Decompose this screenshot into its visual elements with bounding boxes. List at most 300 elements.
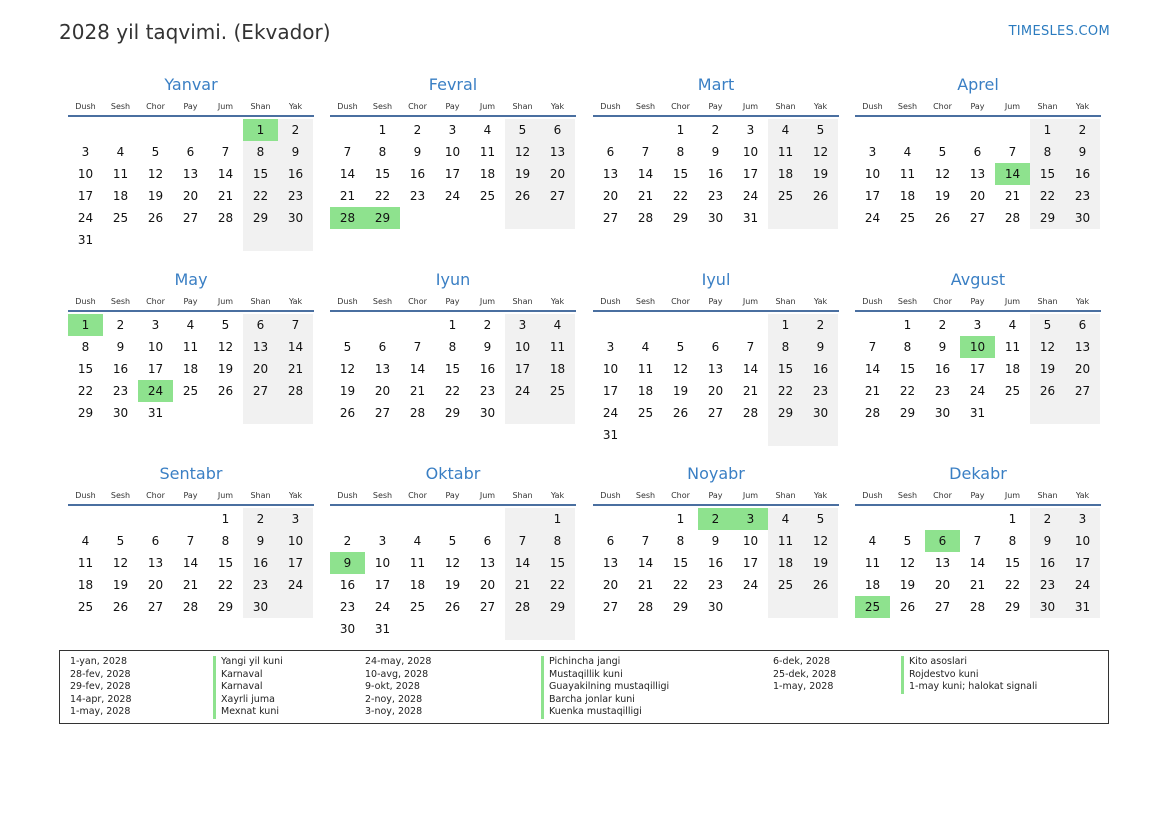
weekday-label: Yak <box>288 102 303 111</box>
day-cell: 26 <box>217 384 234 398</box>
empty-cell <box>733 596 768 618</box>
weekday-label: Shan <box>512 297 533 306</box>
day-cell: 28 <box>637 211 654 225</box>
weekday-label: Yak <box>1075 102 1090 111</box>
weekday-label: Pay <box>708 297 723 306</box>
day-cell: 16 <box>243 552 278 574</box>
weekday-label: Pay <box>970 491 985 500</box>
weekday-label: Shan <box>250 102 271 111</box>
day-cell: 15 <box>77 362 94 376</box>
day-cell: 15 <box>243 163 278 185</box>
empty-cell <box>400 207 435 229</box>
empty-cell <box>803 596 838 618</box>
empty-cell <box>173 508 208 530</box>
day-cell: 13 <box>602 167 619 181</box>
day-cell: 16 <box>479 362 496 376</box>
empty-cell <box>173 402 208 424</box>
day-cell: 27 <box>374 406 391 420</box>
day-cell: 12 <box>672 362 689 376</box>
day-cell: 31 <box>742 211 759 225</box>
day-cell: 3 <box>606 340 615 354</box>
day-cell: 22 <box>217 578 234 592</box>
weekday-header <box>68 294 314 312</box>
day-cell: 26 <box>803 185 838 207</box>
day-cell: 28 <box>1004 211 1021 225</box>
day-cell: 2 <box>243 508 278 530</box>
empty-cell <box>698 314 733 336</box>
day-cell: 5 <box>116 534 125 548</box>
day-cell: 9 <box>1065 141 1100 163</box>
empty-cell <box>470 618 505 640</box>
day-cell: 17 <box>444 167 461 181</box>
day-cell: 22 <box>672 578 689 592</box>
day-grid <box>330 119 576 229</box>
legend-holiday-name: Karnaval <box>213 681 283 694</box>
day-cell: 7 <box>413 340 422 354</box>
day-cell: 21 <box>505 574 540 596</box>
empty-cell <box>768 424 803 446</box>
weekday-header <box>68 488 314 506</box>
day-cell: 6 <box>606 534 615 548</box>
day-cell: 11 <box>112 167 129 181</box>
day-cell: 6 <box>973 145 982 159</box>
weekday-label: Dush <box>337 491 358 500</box>
day-cell: 6 <box>378 340 387 354</box>
day-cell: 13 <box>243 336 278 358</box>
empty-cell <box>330 119 365 141</box>
day-cell: 29 <box>444 406 461 420</box>
day-cell: 5 <box>505 119 540 141</box>
weekday-label: Chor <box>933 102 952 111</box>
empty-cell <box>855 508 890 530</box>
day-cell: 4 <box>186 318 195 332</box>
day-cell: 3 <box>278 508 313 530</box>
day-cell: 24 <box>77 211 94 225</box>
day-cell: 4 <box>903 145 912 159</box>
day-cell: 20 <box>602 578 619 592</box>
weekday-label: Dush <box>600 102 621 111</box>
day-cell: 17 <box>77 189 94 203</box>
empty-cell <box>435 508 470 530</box>
weekday-label: Jum <box>479 491 496 500</box>
day-cell: 26 <box>803 574 838 596</box>
day-cell: 24 <box>864 211 881 225</box>
empty-cell <box>1065 402 1100 424</box>
day-cell: 24 <box>505 380 540 402</box>
day-cell: 26 <box>339 406 356 420</box>
day-cell: 17 <box>742 167 759 181</box>
empty-cell <box>768 596 803 618</box>
month-noyabr <box>593 463 839 618</box>
day-cell: 15 <box>899 362 916 376</box>
day-cell: 22 <box>243 185 278 207</box>
day-cell: 27 <box>182 211 199 225</box>
empty-cell <box>803 424 838 446</box>
empty-cell <box>733 424 768 446</box>
weekday-label: Pay <box>708 491 723 500</box>
day-cell: 20 <box>374 384 391 398</box>
empty-cell <box>435 618 470 640</box>
day-cell: 19 <box>217 362 234 376</box>
weekday-label: Dush <box>75 491 96 500</box>
empty-cell <box>995 402 1030 424</box>
day-cell: 9 <box>483 340 492 354</box>
month-may <box>68 269 314 424</box>
legend-dates-col <box>365 656 431 719</box>
day-cell: 13 <box>374 362 391 376</box>
month-title: May <box>174 270 208 289</box>
day-cell: 29 <box>217 600 234 614</box>
day-cell: 12 <box>934 167 951 181</box>
weekday-label: Chor <box>408 297 427 306</box>
day-cell: 27 <box>1065 380 1100 402</box>
weekday-label: Shan <box>775 102 796 111</box>
legend-date: 29-fev, 2028 <box>70 681 131 693</box>
day-cell: 14 <box>864 362 881 376</box>
day-grid <box>593 314 839 446</box>
legend-names-col <box>213 656 283 719</box>
day-cell: 13 <box>147 556 164 570</box>
day-cell: 1 <box>1008 512 1017 526</box>
day-cell: 2 <box>278 119 313 141</box>
legend-holiday-name: Kito asoslari <box>901 656 1037 669</box>
day-cell: 24 <box>138 380 173 402</box>
day-cell: 14 <box>637 167 654 181</box>
day-cell: 7 <box>278 314 313 336</box>
month-dekabr <box>855 463 1101 618</box>
day-cell: 9 <box>938 340 947 354</box>
day-cell: 7 <box>221 145 230 159</box>
day-cell: 12 <box>339 362 356 376</box>
day-cell: 11 <box>479 145 496 159</box>
day-cell: 8 <box>676 534 685 548</box>
weekday-label: Dush <box>337 297 358 306</box>
day-cell: 19 <box>1030 358 1065 380</box>
weekday-label: Pay <box>970 102 985 111</box>
empty-cell <box>995 119 1030 141</box>
day-cell: 14 <box>505 552 540 574</box>
empty-cell <box>68 508 103 530</box>
weekday-label: Chor <box>408 491 427 500</box>
day-cell: 7 <box>641 534 650 548</box>
day-cell: 7 <box>973 534 982 548</box>
day-cell: 29 <box>365 207 400 229</box>
day-cell: 9 <box>1030 530 1065 552</box>
weekday-label: Dush <box>600 297 621 306</box>
day-cell: 24 <box>969 384 986 398</box>
empty-cell <box>173 119 208 141</box>
weekday-label: Jum <box>742 491 759 500</box>
day-cell: 27 <box>479 600 496 614</box>
day-cell: 19 <box>147 189 164 203</box>
day-cell: 22 <box>1030 185 1065 207</box>
day-cell: 16 <box>339 578 356 592</box>
day-cell: 25 <box>479 189 496 203</box>
day-cell: 4 <box>81 534 90 548</box>
day-cell: 18 <box>768 163 803 185</box>
day-cell: 26 <box>147 211 164 225</box>
month-title: Fevral <box>428 75 478 94</box>
day-cell: 4 <box>116 145 125 159</box>
day-cell: 25 <box>637 406 654 420</box>
empty-cell <box>365 314 400 336</box>
day-cell: 10 <box>77 167 94 181</box>
day-cell: 11 <box>864 556 881 570</box>
month-title: Mart <box>697 75 735 94</box>
day-cell: 1 <box>378 123 387 137</box>
weekday-label: Sesh <box>110 491 131 500</box>
day-cell: 19 <box>444 578 461 592</box>
day-cell: 19 <box>899 578 916 592</box>
weekday-label: Sesh <box>635 297 656 306</box>
day-cell: 12 <box>444 556 461 570</box>
day-cell: 15 <box>1030 163 1065 185</box>
day-cell: 19 <box>934 189 951 203</box>
day-cell: 2 <box>803 314 838 336</box>
day-cell: 13 <box>934 556 951 570</box>
day-cell: 22 <box>374 189 391 203</box>
day-cell: 23 <box>278 185 313 207</box>
legend-date: 2-noy, 2028 <box>365 693 423 705</box>
day-cell: 10 <box>742 534 759 548</box>
empty-cell <box>400 618 435 640</box>
month-title: Aprel <box>957 75 999 94</box>
day-cell: 17 <box>278 552 313 574</box>
weekday-label: Jum <box>1004 297 1021 306</box>
day-cell: 5 <box>221 318 230 332</box>
site-link[interactable]: TIMESLES.COM <box>1008 24 1110 39</box>
empty-cell <box>1030 402 1065 424</box>
empty-cell <box>733 314 768 336</box>
day-cell: 11 <box>409 556 426 570</box>
day-cell: 9 <box>803 336 838 358</box>
day-cell: 18 <box>864 578 881 592</box>
day-cell: 18 <box>479 167 496 181</box>
day-cell: 10 <box>864 167 881 181</box>
weekday-header <box>593 294 839 312</box>
day-cell: 2 <box>483 318 492 332</box>
month-sentabr <box>68 463 314 618</box>
day-cell: 29 <box>1004 600 1021 614</box>
month-title: Dekabr <box>949 464 1007 483</box>
weekday-header <box>330 294 576 312</box>
weekday-label: Sesh <box>897 491 918 500</box>
empty-cell <box>628 314 663 336</box>
day-cell: 22 <box>899 384 916 398</box>
day-cell: 16 <box>1030 552 1065 574</box>
month-mart <box>593 74 839 229</box>
day-cell: 25 <box>409 600 426 614</box>
day-cell: 15 <box>672 556 689 570</box>
day-cell: 1 <box>903 318 912 332</box>
day-cell: 28 <box>742 406 759 420</box>
weekday-header <box>68 99 314 117</box>
weekday-label: Chor <box>671 102 690 111</box>
weekday-label: Jum <box>742 102 759 111</box>
day-cell: 3 <box>746 123 755 137</box>
day-cell: 19 <box>339 384 356 398</box>
empty-cell <box>330 314 365 336</box>
empty-cell <box>103 508 138 530</box>
weekday-label: Yak <box>813 491 828 500</box>
day-cell: 14 <box>995 163 1030 185</box>
day-cell: 21 <box>339 189 356 203</box>
month-title: Iyul <box>701 270 731 289</box>
day-cell: 28 <box>969 600 986 614</box>
day-cell: 9 <box>278 141 313 163</box>
day-cell: 28 <box>217 211 234 225</box>
empty-cell <box>803 207 838 229</box>
weekday-label: Yak <box>1075 297 1090 306</box>
legend-holiday-name: Mexnat kuni <box>213 706 283 719</box>
month-iyul <box>593 269 839 446</box>
day-cell: 10 <box>374 556 391 570</box>
month-title: Yanvar <box>164 75 218 94</box>
empty-cell <box>138 229 173 251</box>
empty-cell <box>278 402 313 424</box>
weekday-label: Dush <box>862 297 883 306</box>
day-cell: 8 <box>378 145 387 159</box>
weekday-label: Pay <box>970 297 985 306</box>
day-cell: 23 <box>1065 185 1100 207</box>
month-title: Sentabr <box>159 464 223 483</box>
day-cell: 27 <box>540 185 575 207</box>
day-cell: 21 <box>278 358 313 380</box>
day-cell: 3 <box>973 318 982 332</box>
day-cell: 14 <box>217 167 234 181</box>
day-cell: 3 <box>1065 508 1100 530</box>
day-cell: 20 <box>934 578 951 592</box>
day-cell: 30 <box>707 600 724 614</box>
day-cell: 23 <box>409 189 426 203</box>
day-cell: 25 <box>768 185 803 207</box>
weekday-label: Sesh <box>635 102 656 111</box>
legend-holiday-name: 1-may kuni; halokat signali <box>901 681 1037 694</box>
day-cell: 21 <box>1004 189 1021 203</box>
day-cell: 24 <box>1065 574 1100 596</box>
weekday-label: Shan <box>250 297 271 306</box>
weekday-header <box>855 294 1101 312</box>
day-cell: 18 <box>1004 362 1021 376</box>
weekday-label: Yak <box>813 102 828 111</box>
day-cell: 24 <box>742 578 759 592</box>
legend-holiday-name: Rojdestvo kuni <box>901 669 1037 682</box>
weekday-label: Shan <box>512 491 533 500</box>
day-cell: 23 <box>707 578 724 592</box>
day-cell: 7 <box>505 530 540 552</box>
weekday-label: Yak <box>550 491 565 500</box>
day-cell: 28 <box>330 207 365 229</box>
empty-cell <box>628 119 663 141</box>
legend-date: 24-may, 2028 <box>365 656 432 667</box>
empty-cell <box>365 508 400 530</box>
weekday-label: Pay <box>708 102 723 111</box>
day-cell: 25 <box>768 574 803 596</box>
legend-date: 1-may, 2028 <box>773 681 834 693</box>
legend-date: 10-avg, 2028 <box>365 668 429 680</box>
day-cell: 3 <box>81 145 90 159</box>
weekday-label: Shan <box>250 491 271 500</box>
day-cell: 19 <box>803 552 838 574</box>
day-cell: 5 <box>343 340 352 354</box>
day-cell: 28 <box>182 600 199 614</box>
day-cell: 16 <box>803 358 838 380</box>
day-cell: 24 <box>742 189 759 203</box>
empty-cell <box>855 314 890 336</box>
weekday-label: Chor <box>671 297 690 306</box>
month-iyun <box>330 269 576 424</box>
month-avgust <box>855 269 1101 424</box>
day-cell: 20 <box>479 578 496 592</box>
day-cell: 6 <box>540 119 575 141</box>
day-cell: 24 <box>374 600 391 614</box>
day-cell: 6 <box>925 530 960 552</box>
day-cell: 23 <box>479 384 496 398</box>
day-cell: 30 <box>479 406 496 420</box>
day-cell: 17 <box>602 384 619 398</box>
weekday-label: Yak <box>288 491 303 500</box>
day-cell: 13 <box>1065 336 1100 358</box>
holiday-legend <box>59 650 1109 724</box>
legend-dates-col <box>70 656 132 719</box>
weekday-label: Pay <box>183 102 198 111</box>
empty-cell <box>540 402 575 424</box>
day-cell: 20 <box>1065 358 1100 380</box>
empty-cell <box>330 508 365 530</box>
day-cell: 8 <box>1030 141 1065 163</box>
day-cell: 4 <box>768 119 803 141</box>
day-cell: 16 <box>934 362 951 376</box>
weekday-label: Sesh <box>110 297 131 306</box>
weekday-label: Yak <box>1075 491 1090 500</box>
weekday-label: Sesh <box>635 491 656 500</box>
day-cell: 12 <box>147 167 164 181</box>
day-grid <box>68 119 314 251</box>
day-cell: 29 <box>77 406 94 420</box>
page-title: 2028 yil taqvimi. (Ekvador) <box>59 20 331 44</box>
day-cell: 14 <box>637 556 654 570</box>
day-cell: 5 <box>903 534 912 548</box>
day-cell: 27 <box>602 211 619 225</box>
day-cell: 14 <box>182 556 199 570</box>
empty-cell <box>243 402 278 424</box>
day-cell: 6 <box>186 145 195 159</box>
day-cell: 29 <box>1030 207 1065 229</box>
day-cell: 8 <box>903 340 912 354</box>
weekday-label: Yak <box>550 297 565 306</box>
day-grid <box>855 508 1101 618</box>
day-cell: 28 <box>864 406 881 420</box>
empty-cell <box>960 508 995 530</box>
weekday-label: Shan <box>1037 297 1058 306</box>
day-cell: 4 <box>868 534 877 548</box>
day-grid <box>855 119 1101 229</box>
day-cell: 24 <box>444 189 461 203</box>
day-cell: 31 <box>602 428 619 442</box>
day-cell: 5 <box>803 508 838 530</box>
day-cell: 19 <box>112 578 129 592</box>
legend-holiday-name: Mustaqillik kuni <box>541 669 669 682</box>
empty-cell <box>505 207 540 229</box>
day-cell: 26 <box>934 211 951 225</box>
day-cell: 12 <box>803 141 838 163</box>
day-cell: 29 <box>540 596 575 618</box>
empty-cell <box>435 207 470 229</box>
empty-cell <box>890 119 925 141</box>
day-cell: 2 <box>413 123 422 137</box>
day-grid <box>330 508 576 640</box>
empty-cell <box>173 229 208 251</box>
